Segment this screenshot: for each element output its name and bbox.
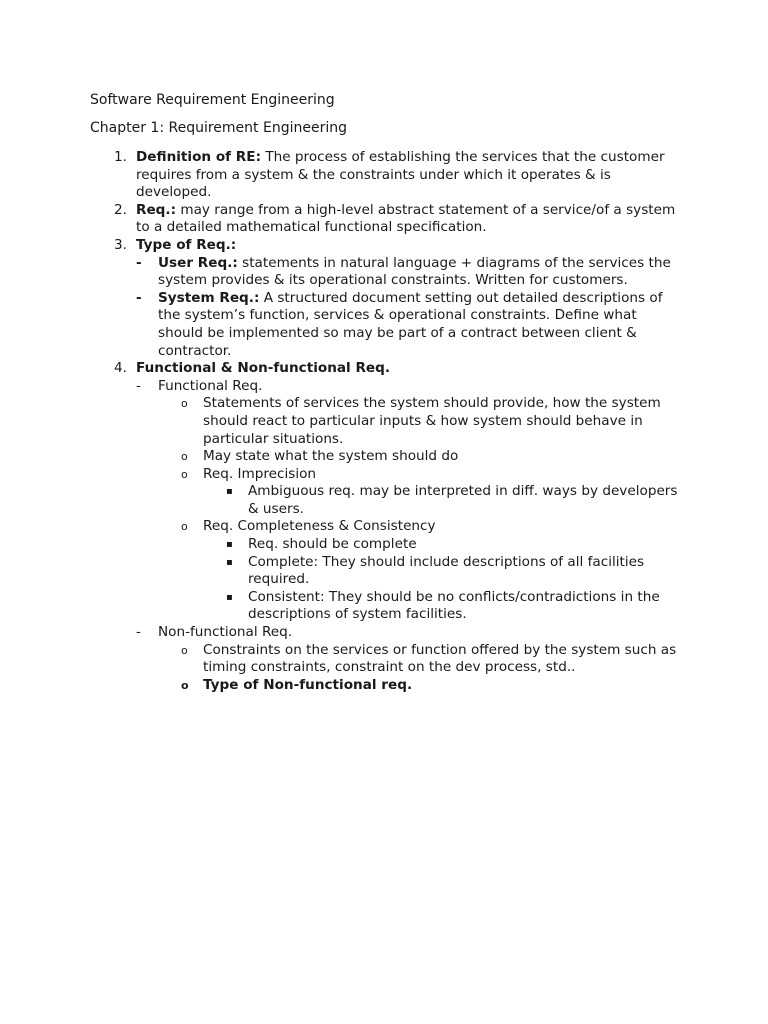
nonfunctional-req-label: Non-functional Req. — [158, 624, 293, 641]
subpoint-text: Ambiguous req. may be interpreted in diff. ways by developers & users. — [248, 483, 678, 517]
item-text — [136, 202, 676, 237]
functional-subpoint — [0, 483, 768, 518]
circle-bullet-icon: o — [181, 678, 189, 692]
functional-point — [0, 448, 768, 466]
item-number: 1. — [114, 149, 127, 165]
item-text — [136, 237, 676, 255]
functional-subpoint — [0, 554, 768, 589]
sub-item-term: System Req.: — [158, 289, 260, 306]
item-term: Definition of RE: — [136, 149, 261, 165]
circle-bullet-icon: o — [181, 520, 188, 534]
list-item-2 — [0, 202, 768, 237]
functional-req-heading — [0, 378, 768, 396]
point-text — [203, 677, 678, 695]
requirements-list — [0, 149, 768, 694]
sub-item-description: A structured document setting out detailed descriptions of the system’s function, services & operational constraints. Define what should be implemented so may be part of a contract between client & contractor. — [158, 289, 663, 359]
subpoint-text: Req. should be complete — [248, 536, 417, 553]
item-number: 2. — [114, 201, 127, 218]
item-number: 4. — [114, 360, 127, 377]
sub-item-system-req — [0, 290, 768, 360]
item-term: Type of Req.: — [136, 236, 237, 253]
point-text: May state what the system should do — [203, 448, 459, 465]
dash-bullet-icon: - — [136, 624, 141, 641]
list-item-3 — [0, 237, 768, 255]
dash-bullet-icon: - — [136, 289, 142, 306]
point-text: Constraints on the services or function offered by the system such as timing constraints, constraint on the dev process, std.. — [203, 641, 677, 676]
sub-item-text — [158, 290, 678, 360]
dash-bullet-icon: - — [136, 254, 142, 271]
functional-req-label: Functional Req. — [158, 377, 263, 394]
dash-bullet-icon: - — [136, 377, 141, 394]
point-text: Req. Completeness & Consistency — [203, 518, 436, 535]
item-description: may range from a high-level abstract statement of a service/of a system to a detailed mathematical functional specification. — [136, 201, 676, 236]
item-term: Functional & Non-functional Req. — [136, 360, 391, 377]
item-text — [136, 360, 676, 378]
functional-subpoint — [0, 589, 768, 624]
sub-item-text — [158, 255, 678, 290]
document-title: Software Requirement Engineering — [90, 92, 335, 108]
sub-item-user-req — [0, 255, 768, 290]
item-term: Req.: — [136, 201, 177, 218]
nonfunctional-req-heading — [0, 624, 768, 642]
point-text: Req. Imprecision — [203, 465, 317, 482]
subpoint-text: Complete: They should include descriptions of all facilities required. — [248, 553, 645, 588]
square-bullet-icon: ▪ — [226, 539, 233, 551]
square-bullet-icon: ▪ — [226, 486, 233, 498]
point-bold-text: Type of Non-functional req. — [203, 676, 413, 693]
circle-bullet-icon: o — [181, 397, 188, 411]
item-description: The process of establishing the services that the customer requires from a system & the constraints under which it operates & is developed. — [136, 149, 665, 201]
functional-point — [0, 395, 768, 448]
item-number: 3. — [114, 236, 127, 253]
square-bullet-icon: ▪ — [226, 556, 233, 568]
nonfunctional-point — [0, 677, 768, 695]
list-item-4 — [0, 360, 768, 378]
functional-point — [0, 466, 768, 484]
item-text — [136, 149, 676, 202]
sub-item-term: User Req.: — [158, 254, 238, 271]
circle-bullet-icon: o — [181, 643, 188, 657]
list-item-1 — [0, 149, 768, 202]
sub-item-description: statements in natural language + diagrams of the services the system provides & its operational constraints. Written for customers. — [158, 254, 671, 289]
functional-point — [0, 518, 768, 536]
chapter-heading: Chapter 1: Requirement Engineering — [90, 120, 347, 136]
circle-bullet-icon: o — [181, 467, 188, 481]
point-text: Statements of services the system should provide, how the system should react to particular inputs & how system should behave in particular situations. — [203, 395, 661, 447]
subpoint-text: Consistent: They should be no conflicts/contradictions in the descriptions of system facilities. — [248, 588, 660, 623]
square-bullet-icon: ▪ — [226, 591, 233, 603]
functional-subpoint — [0, 536, 768, 554]
nonfunctional-point — [0, 642, 768, 677]
circle-bullet-icon: o — [181, 450, 188, 464]
